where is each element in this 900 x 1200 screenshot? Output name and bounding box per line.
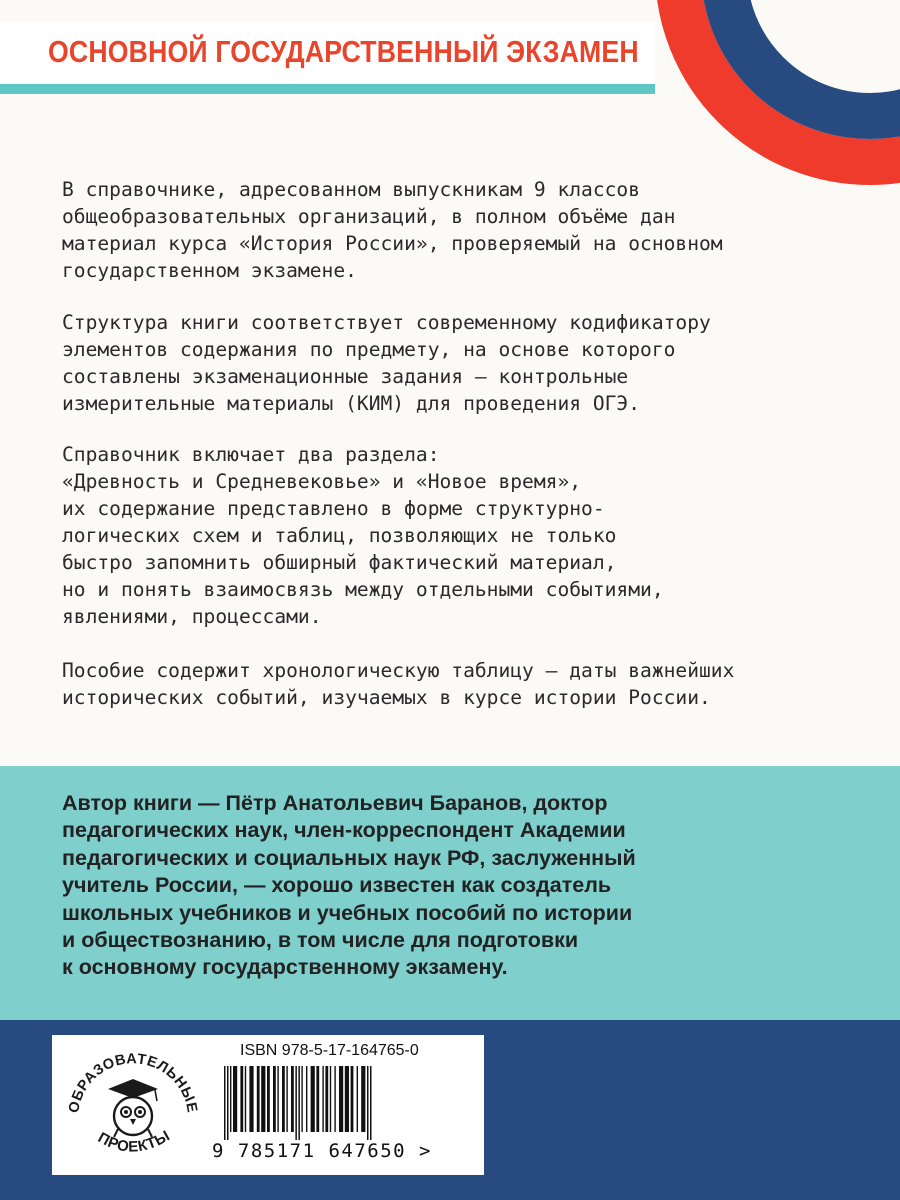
- header-rule: [0, 84, 655, 94]
- barcode-bar: [339, 1066, 343, 1132]
- owl-graduate-icon: [108, 1079, 158, 1137]
- text-line: составлены экзаменационные задания — контрольные: [62, 365, 629, 388]
- description-paragraph-3: [62, 441, 664, 630]
- text-line: общеобразовательных организаций, в полном объёме дан: [62, 205, 676, 228]
- barcode-bar: [361, 1066, 365, 1132]
- text-line: исторических событий, изучаемых в курсе истории России.: [62, 686, 711, 709]
- barcode-guard-bar: [227, 1066, 229, 1140]
- barcode-digits: 9 785171 647650 >: [212, 1140, 432, 1162]
- author-line: школьных учебников и учебных пособий по истории: [62, 900, 633, 925]
- barcode-bar: [291, 1066, 294, 1132]
- barcode-bar: [322, 1066, 323, 1132]
- publisher-logo: [58, 1041, 208, 1171]
- text-line: Пособие содержит хронологическую таблицу — даты важнейших: [62, 659, 735, 682]
- barcode-bar: [325, 1066, 328, 1132]
- description-paragraph-1: [62, 176, 723, 284]
- barcode-guard-bar: [370, 1066, 372, 1140]
- text-line: материал курса «История России», проверяемый на основном: [62, 232, 723, 255]
- text-line: логических схем и таблиц, позволяющих не только: [62, 524, 617, 547]
- barcode-bar: [245, 1066, 246, 1132]
- text-line: государственном экзамене.: [62, 259, 357, 282]
- barcode-guard-bar: [295, 1066, 297, 1140]
- series-title: ОСНОВНОЙ ГОСУДАРСТВЕННЫЙ ЭКЗАМЕН: [48, 34, 639, 69]
- text-line: В справочнике, адресованном выпускникам 9 классов: [62, 178, 641, 201]
- author-line: Автор книги — Пётр Анатольевич Баранов, доктор: [62, 791, 608, 815]
- barcode-bar: [233, 1066, 237, 1132]
- author-line: и обществознанию, в том числе для подготовки: [62, 928, 579, 953]
- text-line: явлениями, процессами.: [62, 605, 322, 628]
- barcode-bar: [345, 1066, 349, 1132]
- author-line: учитель России, — хорошо известен как создатель: [62, 873, 612, 898]
- barcode-bar: [306, 1066, 307, 1132]
- barcode-bar: [311, 1066, 315, 1132]
- barcode-bar: [334, 1066, 335, 1132]
- text-line: Справочник включает два раздела:: [62, 443, 440, 466]
- barcode-bar: [267, 1066, 270, 1132]
- barcode-bar: [357, 1066, 358, 1132]
- barcode-bar: [273, 1066, 276, 1132]
- barcode-guard-bar: [298, 1066, 300, 1140]
- text-line: быстро запомнить обширный фактический материал,: [62, 551, 617, 574]
- author-line: к основному государственному экзамену.: [62, 955, 508, 980]
- barcode-bar: [301, 1066, 302, 1132]
- barcode-bar: [286, 1066, 287, 1132]
- description-paragraph-2: [62, 309, 711, 417]
- text-line: но и понять взаимосвязь между отдельными событиями,: [62, 578, 664, 601]
- logo-text-bottom: ПРОЕКТЫ: [94, 1127, 174, 1156]
- text-line: измерительные материалы (КИМ) для проведения ОГЭ.: [62, 392, 641, 415]
- barcode-bar: [316, 1066, 319, 1132]
- text-line: Структура книги соответствует современному кодификатору: [62, 311, 711, 334]
- barcode-bar: [230, 1066, 231, 1132]
- barcode-bar: [261, 1066, 265, 1132]
- barcode-bar: [257, 1066, 260, 1132]
- barcode-bar: [351, 1066, 354, 1132]
- barcode-bar: [240, 1066, 243, 1132]
- barcode-bar: [330, 1066, 331, 1132]
- author-line: педагогических наук, член-корреспондент Академии: [62, 818, 626, 843]
- barcode-bar: [282, 1066, 285, 1132]
- author-bio: [62, 790, 636, 982]
- text-line: «Древность и Средневековье» и «Новое время»,: [62, 470, 582, 493]
- barcode-bar: [249, 1066, 253, 1132]
- author-line: педагогических и социальных наук РФ, заслуженный: [62, 845, 636, 870]
- logo-text-top: ОБРАЗОВАТЕЛЬНЫЕ: [66, 1051, 200, 1115]
- description-paragraph-4: [62, 657, 734, 711]
- barcode-guard-bar: [367, 1066, 369, 1140]
- barcode-guard-bar: [224, 1066, 226, 1140]
- barcode-bar: [277, 1066, 278, 1132]
- isbn-label: ISBN 978-5-17-164765-0: [240, 1042, 419, 1059]
- text-line: элементов содержания по предмету, на основе которого: [62, 338, 676, 361]
- barcode-bars: [222, 1066, 460, 1140]
- text-line: их содержание представлено в форме структурно-: [62, 497, 605, 520]
